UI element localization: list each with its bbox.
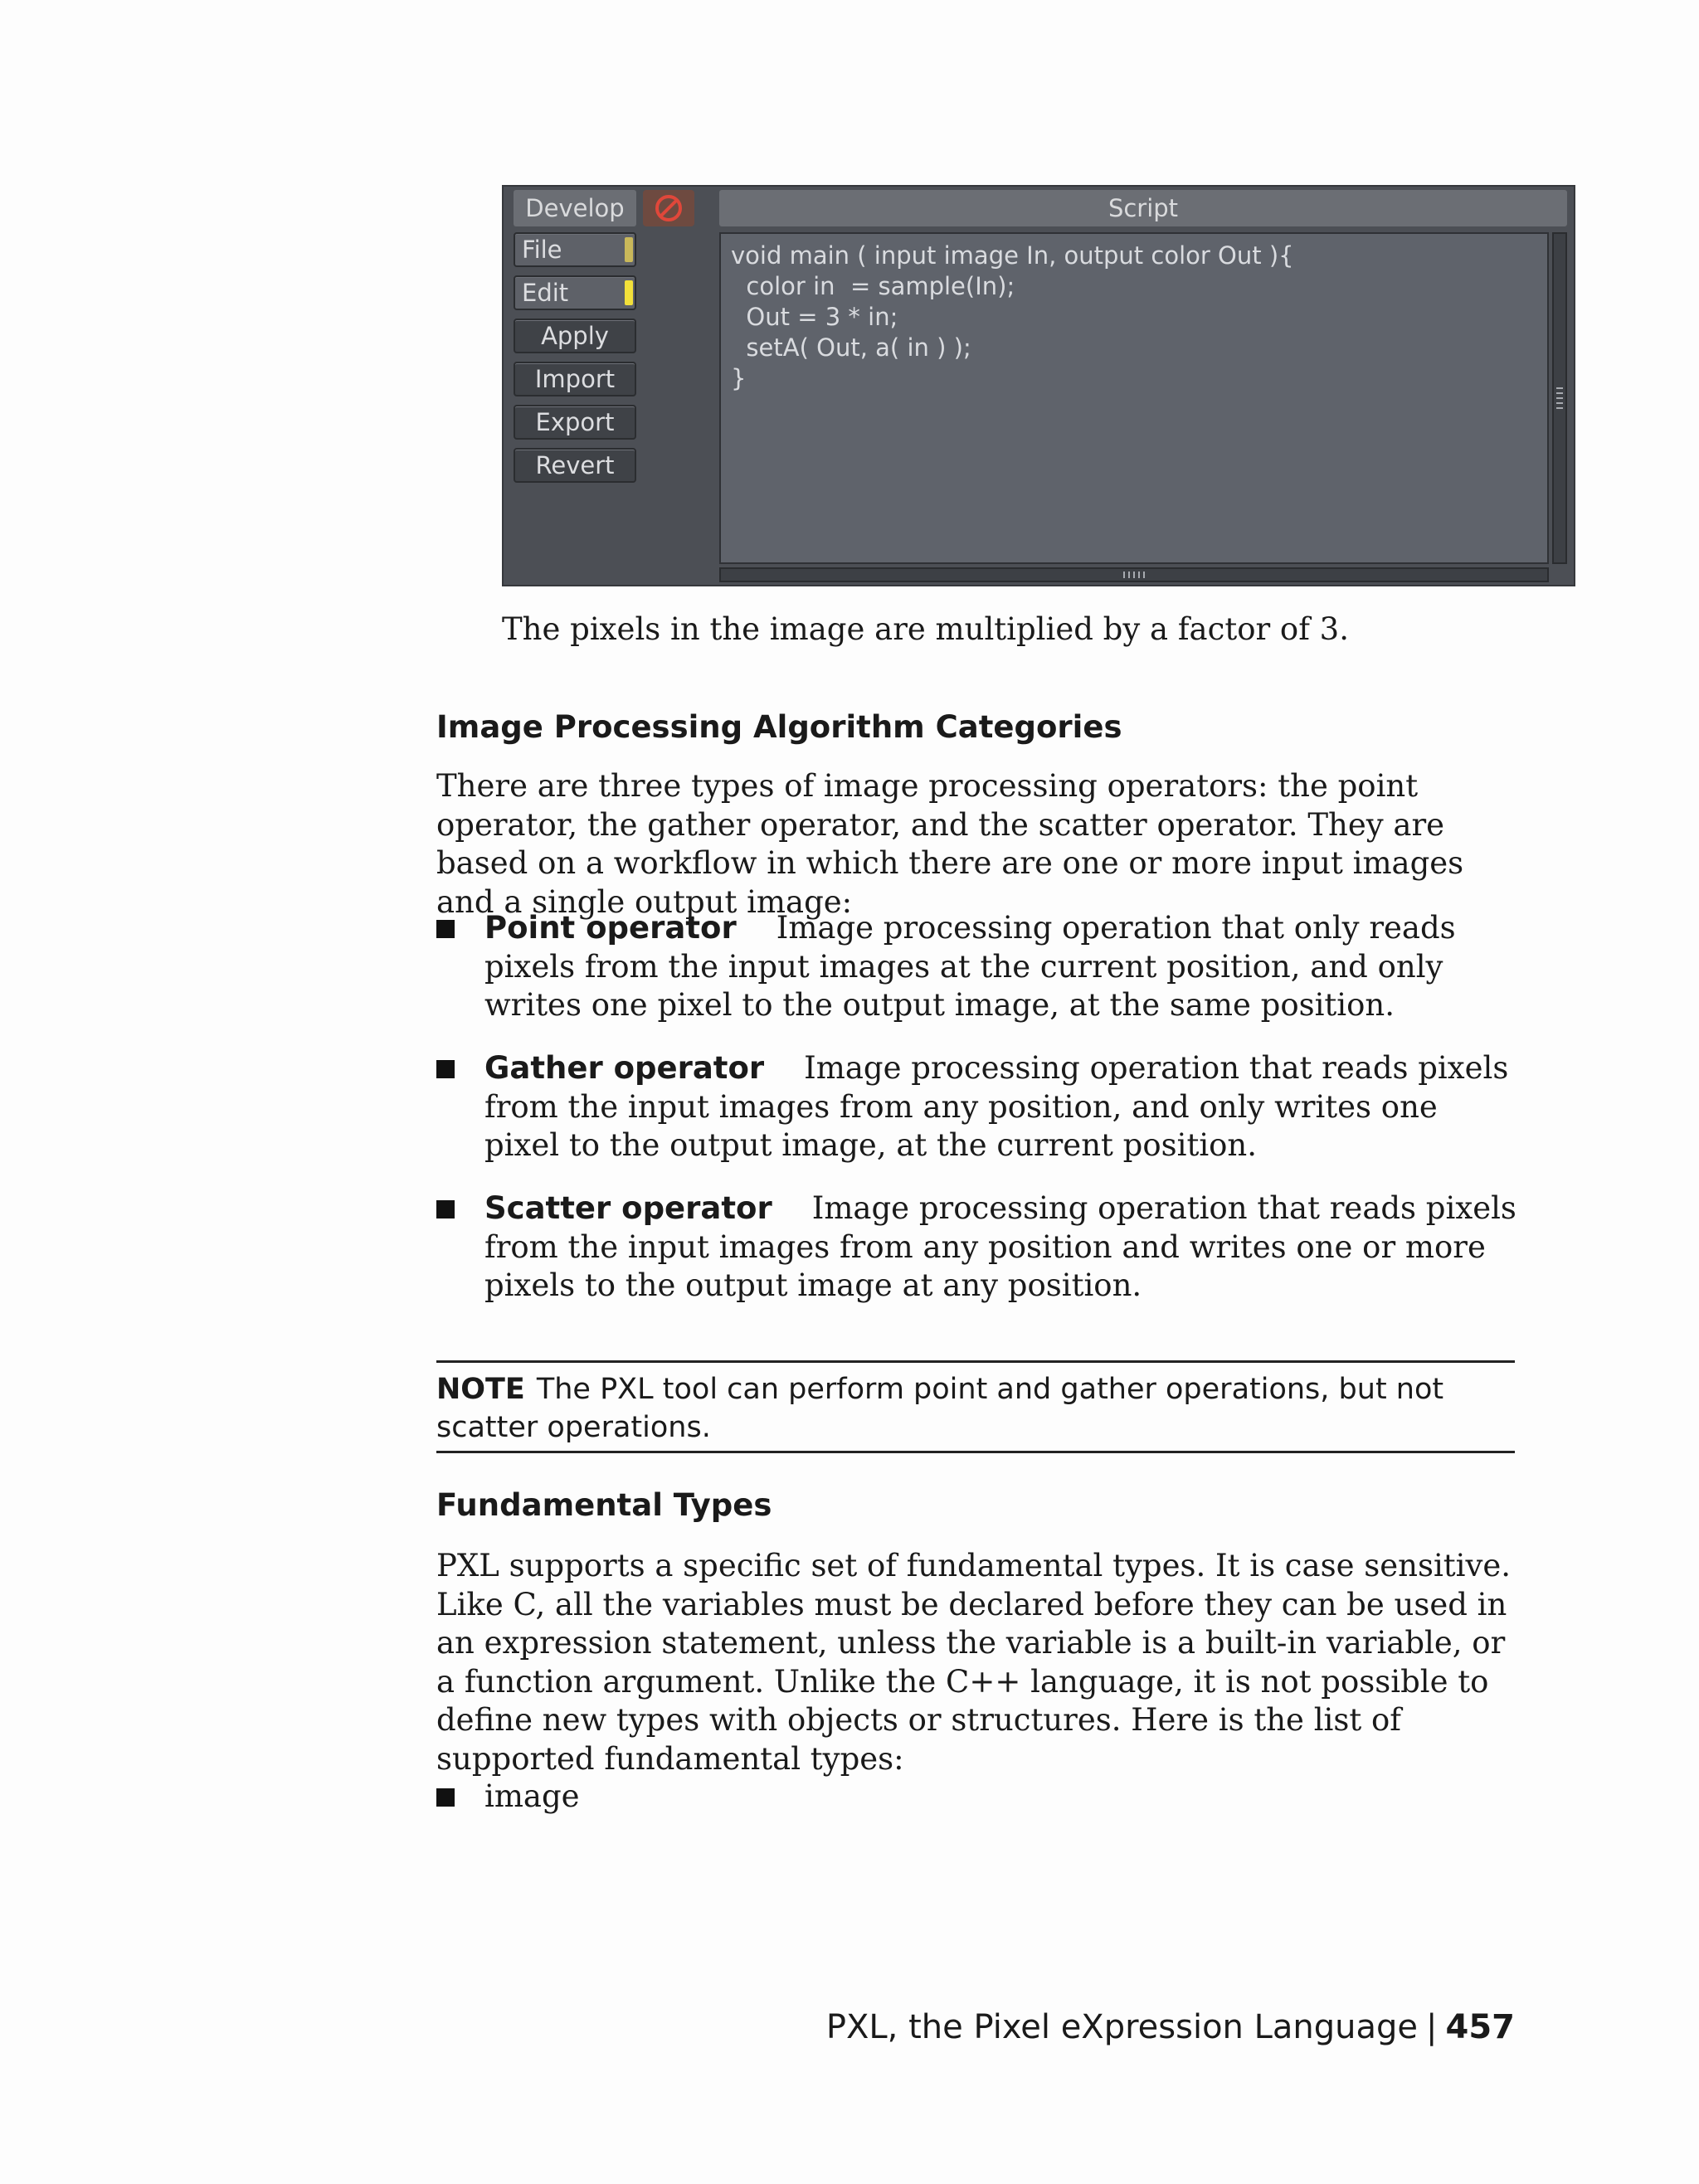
file-toggle-indicator [625, 237, 633, 262]
section-heading: Fundamental Types [436, 1487, 772, 1523]
scroll-grip-icon [1556, 387, 1563, 409]
bullet-square-icon [436, 1788, 455, 1807]
bullet-square-icon [436, 920, 455, 938]
horizontal-scrollbar[interactable] [719, 567, 1549, 582]
term: Point operator [484, 910, 737, 946]
file-button-label: File [522, 236, 562, 264]
figure-caption: The pixels in the image are multiplied by a factor of 3. [502, 611, 1349, 647]
list-item [436, 1189, 1519, 1306]
apply-button[interactable]: Apply [514, 319, 636, 353]
scroll-grip-icon [1123, 572, 1145, 578]
page-footer [826, 2007, 1515, 2047]
bullet-square-icon [436, 1060, 455, 1078]
section-intro: There are three types of image processing operators: the point operator, the gather operator, and the scatter operator. They are based on a workflow in which there are one or more input images and a single output image: [436, 768, 1464, 920]
list-item [436, 909, 1519, 1025]
definition: Image processing operation that reads pixels from the input images from any position, and only writes one pixel to the output image, at the current position. [484, 1050, 1509, 1163]
edit-button[interactable] [514, 275, 636, 310]
export-button[interactable]: Export [514, 405, 636, 440]
running-title: PXL, the Pixel eXpression Language [825, 2008, 1419, 2046]
edit-button-label: Edit [522, 279, 569, 307]
develop-header: Develop [514, 190, 636, 226]
script-editor[interactable]: void main ( input image In, output color Out ){ color in = sample(In); Out = 3 * in; setA( Out, a( in ) ); } [719, 232, 1549, 564]
section-intro: PXL supports a specific set of fundamental types. It is case sensitive. Like C, all the variables must be declared before they can be used in an expression statement, unless the variable is a built-in variable, or a function argument. Unlike the C++ language, it is not possible to define new types with objects or structures. Here is the list of supported fundamental types: [436, 1548, 1512, 1777]
type-name: image [484, 1778, 580, 1814]
script-header: Script [719, 190, 1567, 226]
definition: Image processing operation that only reads pixels from the input images at the current position, and only writes one pixel to the output image, at the same position. [484, 910, 1456, 1023]
list-item [436, 1049, 1519, 1165]
revert-button[interactable]: Revert [514, 448, 636, 483]
definition: Image processing operation that reads pixels from the input images from any position and writes one or more pixels to the output image at any position. [484, 1190, 1516, 1303]
bullet-square-icon [436, 1200, 455, 1218]
footer-separator: | [1426, 2008, 1438, 2046]
section-heading: Image Processing Algorithm Categories [436, 709, 1122, 745]
import-button[interactable]: Import [514, 362, 636, 396]
list-item [436, 1778, 1519, 1817]
note-text: The PXL tool can perform point and gather operations, but not scatter operations. [436, 1373, 1444, 1444]
term: Gather operator [484, 1050, 765, 1086]
stop-button[interactable] [643, 190, 694, 226]
note-box [436, 1360, 1515, 1453]
file-button[interactable] [514, 232, 636, 267]
page-number: 457 [1445, 2008, 1515, 2046]
develop-script-screenshot [502, 185, 1575, 586]
vertical-scrollbar[interactable] [1552, 232, 1567, 564]
stop-icon [654, 193, 684, 223]
note-label: NOTE [436, 1373, 525, 1406]
edit-toggle-indicator [625, 280, 633, 305]
term: Scatter operator [484, 1190, 772, 1226]
